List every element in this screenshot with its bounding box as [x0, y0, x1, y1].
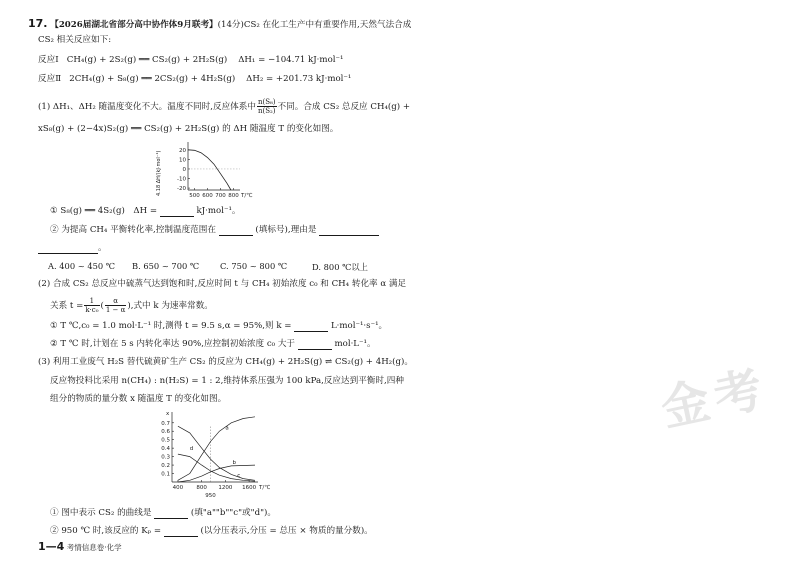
x-tick-label: 1200: [218, 485, 233, 491]
option-a[interactable]: A. 400 ~ 450 ℃: [48, 261, 116, 271]
y-tick-label: 0.4: [161, 446, 170, 453]
y-tick-label: -20: [177, 186, 186, 193]
question-points: (14分): [217, 20, 244, 30]
curve-c: [178, 454, 255, 481]
part3-q1-text: ① 图中表示 CS₂ 的曲线是: [50, 508, 152, 518]
part2-q1: [50, 321, 387, 332]
y-tick-label: 0.7: [161, 420, 170, 427]
rate-fraction-2-num: α: [105, 297, 127, 306]
part1-intro: [38, 98, 410, 115]
part2-q2-text: ② T ℃ 时,计划在 5 s 内转化率达 90%,应控制初始浓度 c₀ 大于: [50, 339, 296, 349]
part3-q2-blank[interactable]: [164, 528, 198, 537]
option-d[interactable]: D. 800 ℃以上: [312, 262, 368, 272]
x-tick-label: 500: [189, 193, 200, 199]
x-tick-label: 400: [172, 485, 184, 491]
reaction-1-equation: CH₄(g) + 2S₂(g) ══ CS₂(g) + 2H₂S(g): [66, 55, 228, 65]
part1-text-b: 不同。合成 CS₂ 总反应 CH₄(g) +: [277, 102, 411, 112]
part2-q1-blank[interactable]: [294, 323, 328, 332]
y-tick-label: 0.1: [161, 471, 170, 478]
y-tick-label: 20: [179, 147, 186, 154]
part2-relation-label: 关系 t =: [50, 301, 84, 311]
part1-q1-text: ① S₈(g) ══ 4S₂(g) ΔH =: [50, 206, 158, 216]
curve-label-d: d: [189, 445, 194, 452]
y-axis-label: 4.18 ΔH/(kJ·mol⁻¹): [156, 150, 162, 196]
part1-q1: [50, 206, 241, 217]
reaction-1-enthalpy: ΔH₁ = −104.71 kJ·mol⁻¹: [238, 55, 344, 65]
y-tick-label: 0.2: [161, 463, 170, 470]
part2-relation: 关系 t = $\frac{1}{\text{k·c₀}}$ ( $\frac{\alpha}{1 - \alpha}$ ),式中 k 为速率常数。: [50, 297, 213, 314]
part1-q2-blank[interactable]: [219, 227, 253, 236]
marker-label-950: 950: [205, 493, 216, 499]
curve-label-a: a: [225, 425, 229, 432]
part2-q1-unit: L·mol⁻¹·s⁻¹。: [330, 321, 388, 331]
y-axis-label: x: [166, 411, 170, 417]
question-intro-1: CS₂ 在化工生产中有重要作用,天然气法合成: [243, 20, 412, 30]
part1-q2-reason-blank-2[interactable]: [38, 245, 98, 254]
rate-fraction-1: [84, 297, 99, 314]
page-footer: [38, 540, 122, 553]
x-tick-label: 800: [196, 485, 207, 491]
part1-q1-unit: kJ·mol⁻¹。: [196, 206, 241, 216]
part1-q2-end: 。: [98, 243, 107, 253]
question-number: 17.: [28, 17, 48, 30]
enthalpy-temperature-chart: [150, 138, 260, 202]
reaction-2: [38, 74, 351, 85]
part3-feed-ratio: 反应物投料比采用 n(CH₄) : n(H₂S) = 1 : 2,维持体系压强为 100 kPa,反应达到平衡时,四种: [50, 376, 404, 386]
part1-q2: [50, 225, 379, 236]
reaction-1: [38, 55, 343, 66]
part2-relation-tail: ,式中 k 为速率常数。: [130, 301, 213, 311]
curve-label-c: c: [237, 472, 241, 479]
question-source: 【2026届湖北省部分高中协作体9月联考】: [50, 20, 218, 30]
option-b[interactable]: B. 650 ~ 700 ℃: [132, 261, 200, 271]
part2-intro: (2) 合成 CS₂ 总反应中硫蒸气达到饱和时,反应时间 t 与 CH₄ 初始浓度 c₀ 和 CH₄ 转化率 α 满足: [38, 279, 407, 289]
y-tick-label: 0.5: [161, 437, 170, 444]
part2-q2-blank[interactable]: [298, 341, 332, 350]
part3-chart-desc: 组分的物质的量分数 x 随温度 T 的变化如图。: [50, 394, 227, 404]
y-tick-label: -10: [177, 176, 186, 183]
watermark: 金考: [656, 360, 774, 438]
rate-fraction-2: [105, 297, 127, 314]
y-tick-label: 0.3: [161, 454, 170, 461]
x-axis-label: T/℃: [259, 485, 270, 491]
question-header: [28, 18, 411, 31]
part1-q2-reason-blank[interactable]: [319, 227, 379, 236]
ratio-denominator: n(S₂): [257, 107, 276, 115]
part1-q1-blank[interactable]: [160, 208, 194, 217]
x-tick-label: 700: [215, 193, 226, 199]
part3-q1-hint: (填"a""b""c"或"d")。: [190, 508, 276, 518]
question-intro-2: CS₂ 相关反应如下:: [38, 35, 112, 45]
part3-intro: (3) 利用工业废气 H₂S 替代硫黄矿生产 CS₂ 的反应为 CH₄(g) + 2H₂S(g) ⇌ CS₂(g) + 4H₂(g)。: [38, 357, 413, 367]
x-tick-label: 600: [202, 193, 213, 199]
reaction-1-label: 反应Ⅰ: [38, 55, 59, 65]
x-tick-label: 1600: [242, 485, 257, 491]
curve-label-b: b: [232, 460, 236, 467]
part1-q2-continued: [38, 243, 107, 254]
part2-q1-text: ① T ℃,c₀ = 1.0 mol·L⁻¹ 时,测得 t = 9.5 s,α = 95%,则 k =: [50, 321, 292, 331]
ratio-numerator: n(S₈): [257, 98, 276, 106]
part1-total-reaction: xS₈(g) + (2−4x)S₂(g) ══ CS₂(g) + 2H₂S(g) 的 ΔH 随温度 T 的变化如图。: [38, 124, 339, 134]
part2-q2: [50, 339, 376, 350]
y-tick-label: 0.6: [161, 429, 170, 436]
enthalpy-curve: [188, 150, 231, 190]
page-number: 1—4: [38, 540, 65, 553]
footer-text: 考情信息卷·化学: [66, 543, 122, 552]
rate-fraction-2-den: 1 − α: [105, 306, 126, 314]
mole-fraction-temperature-chart: [150, 410, 270, 500]
y-tick-label: 0: [182, 166, 186, 173]
x-axis-label: T/℃: [241, 193, 253, 199]
x-tick-label: 800: [228, 193, 239, 199]
part3-q2: [50, 526, 373, 537]
part1-q2-text: ② 为提高 CH₄ 平衡转化率,控制温度范围在: [50, 225, 216, 235]
part3-q2-hint: (以分压表示,分压 = 总压 × 物质的量分数)。: [200, 526, 373, 536]
reaction-2-label: 反应Ⅱ: [38, 74, 62, 84]
part2-q2-unit: mol·L⁻¹。: [334, 339, 376, 349]
part1-q2-reason-label: (填标号),理由是: [255, 225, 317, 235]
reaction-2-enthalpy: ΔH₂ = +201.73 kJ·mol⁻¹: [246, 74, 352, 84]
rate-fraction-1-num: 1: [84, 297, 99, 306]
rate-fraction-1-den: k·c₀: [85, 306, 99, 314]
part3-q2-text: ② 950 ℃ 时,该反应的 Kₚ =: [50, 526, 162, 536]
part1-text-a: (1) ΔH₁、ΔH₂ 随温度变化不大。温度不同时,反应体系中: [38, 102, 256, 112]
part3-q1: [50, 508, 276, 519]
option-c[interactable]: C. 750 ~ 800 ℃: [220, 261, 288, 271]
ratio-fraction: [257, 98, 277, 115]
y-tick-label: 10: [179, 157, 186, 164]
part3-q1-blank[interactable]: [154, 510, 188, 519]
reaction-2-equation: 2CH₄(g) + S₈(g) ══ 2CS₂(g) + 4H₂S(g): [69, 74, 236, 84]
